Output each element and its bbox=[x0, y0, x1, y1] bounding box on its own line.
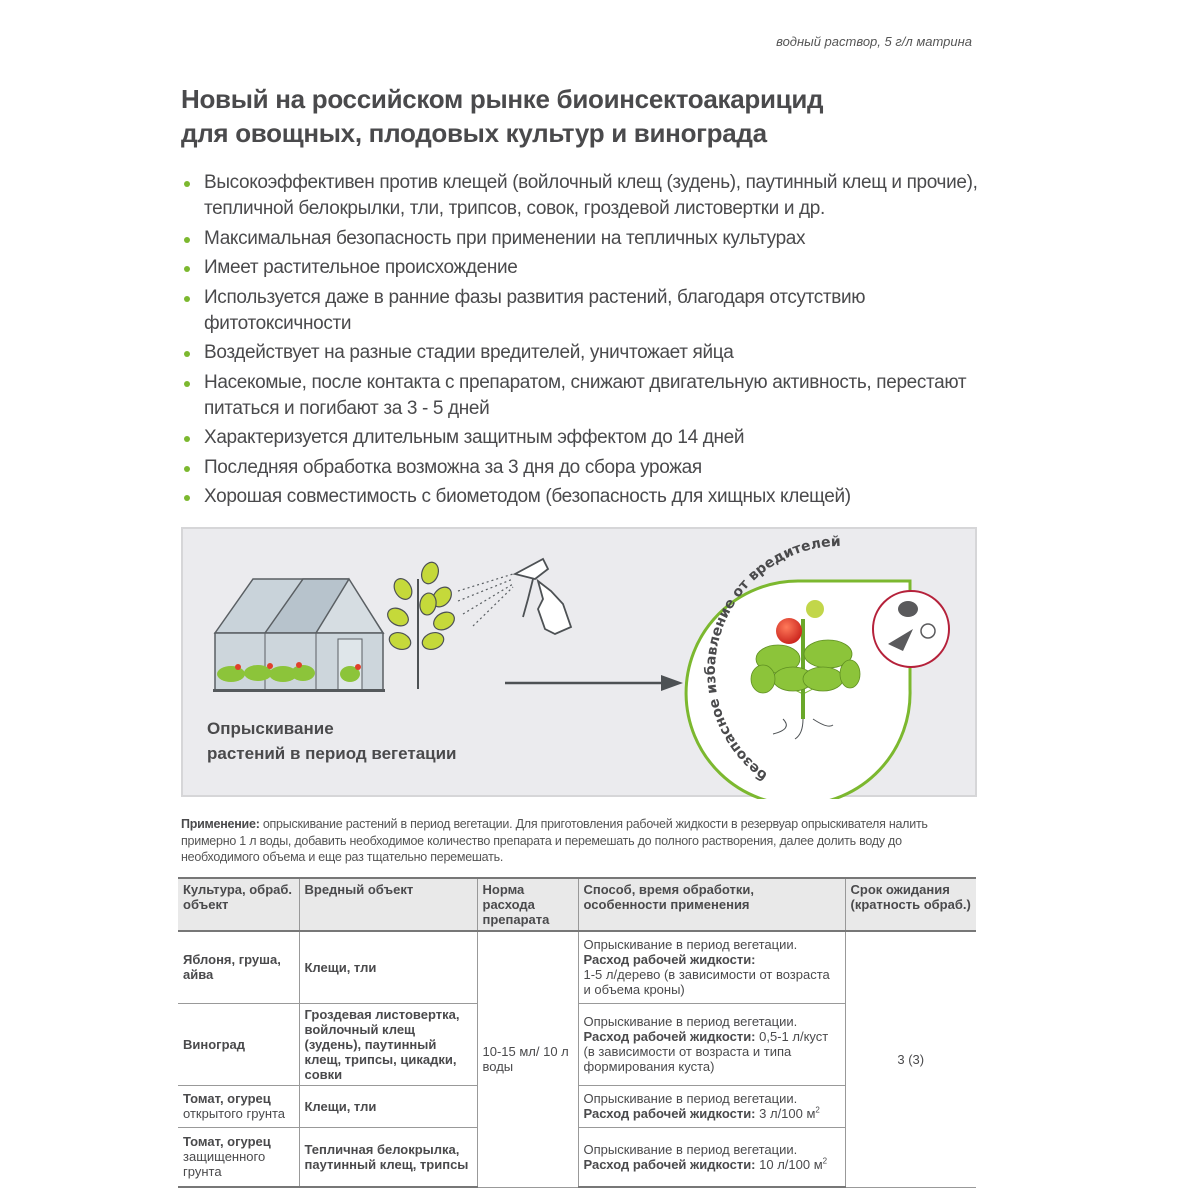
usage-label: Применение: bbox=[181, 817, 260, 831]
cell-method: Опрыскивание в период вегетации. Расход рабочей жидкости: 3 л/100 $м^2$ bbox=[578, 1085, 845, 1127]
arrow-right-icon bbox=[505, 675, 683, 691]
cell-pest: Тепличная белокрылка, паутинный клещ, трипсы bbox=[299, 1127, 477, 1187]
feature-item: Характеризуется длительным защитным эффектом до 14 дней bbox=[181, 425, 991, 451]
product-subtitle: водный раствор, 5 г/л матрина bbox=[776, 34, 972, 49]
cell-crop: Томат, огурец открытого грунта bbox=[178, 1085, 299, 1127]
title-line-1: Новый на российском рынке биоинсектоакарицид bbox=[181, 84, 824, 114]
page-title bbox=[181, 82, 823, 150]
bullet-icon bbox=[184, 181, 190, 187]
cell-pest: Клещи, тли bbox=[299, 1085, 477, 1127]
bullet-icon bbox=[184, 466, 190, 472]
bullet-icon bbox=[184, 436, 190, 442]
col-header-pest: Вредный объект bbox=[299, 878, 477, 931]
spray-mist-icon bbox=[458, 574, 513, 626]
bullet-icon bbox=[184, 237, 190, 243]
spray-bottle-icon bbox=[515, 559, 571, 634]
features-list bbox=[181, 170, 991, 514]
feature-item: Последняя обработка возможна за 3 дня до сбора урожая bbox=[181, 455, 991, 481]
cell-method: Опрыскивание в период вегетации. Расход рабочей жидкости: 1-5 л/дерево (в зависимости от возраста и объема кроны) bbox=[578, 931, 845, 1003]
title-line-2: для овощных, плодовых культур и винограда bbox=[181, 118, 767, 148]
cell-method: Опрыскивание в период вегетации. Расход рабочей жидкости: 10 л/100 $м^2$ bbox=[578, 1127, 845, 1187]
col-header-method: Способ, время обработки, особенности применения bbox=[578, 878, 845, 931]
tree-icon bbox=[384, 560, 457, 689]
table-header-row bbox=[178, 878, 976, 931]
pests-icon bbox=[873, 591, 949, 667]
feature-item: Насекомые, после контакта с препаратом, снижают двигательную активность, перестают питаться и погибают за 3 - 5 дней bbox=[181, 370, 991, 422]
feature-item: Высокоэффективен против клещей (войлочный клещ (зудень), паутинный клещ и прочие), тепличной белокрылки, тли, трипсов, совок, гроздевой листовертки и др. bbox=[181, 170, 991, 222]
feature-item: Максимальная безопасность при применении на тепличных культурах bbox=[181, 226, 991, 252]
cell-method: Опрыскивание в период вегетации. Расход рабочей жидкости: 0,5-1 л/куст (в зависимости от возраста и типа формирования куста) bbox=[578, 1003, 845, 1085]
cell-pest: Клещи, тли bbox=[299, 931, 477, 1003]
cell-pest: Гроздевая листовертка, войлочный клещ (зудень), паутинный клещ, трипсы, цикадки, совки bbox=[299, 1003, 477, 1085]
panel-caption: Опрыскивание растений в период вегетации bbox=[207, 719, 457, 763]
feature-item: Хорошая совместимость с биометодом (безопасность для хищных клещей) bbox=[181, 484, 991, 510]
feature-item: Используется даже в ранние фазы развития растений, благодаря отсутствию фитотоксичности bbox=[181, 285, 991, 337]
col-header-crop: Культура, обраб. объект bbox=[178, 878, 299, 931]
usage-instructions bbox=[181, 816, 981, 866]
bullet-icon bbox=[184, 381, 190, 387]
cell-rate: 10-15 мл/ 10 л воды bbox=[477, 931, 578, 1187]
bullet-icon bbox=[184, 266, 190, 272]
cell-crop: Яблоня, груша, айва bbox=[178, 931, 299, 1003]
col-header-waiting: Срок ожидания (кратность обраб.) bbox=[845, 878, 976, 931]
illustration-panel bbox=[181, 527, 977, 797]
table-row bbox=[178, 931, 976, 1003]
cell-crop: Томат, огурец защищенного грунта bbox=[178, 1127, 299, 1187]
bullet-icon bbox=[184, 495, 190, 501]
usage-text: опрыскивание растений в период вегетации. Для приготовления рабочей жидкости в резервуар опрыскивателя налить примерно 1 л воды, добавить необходимое количество препарата и перемешать до полного растворения, далее долить воду до необходимого объема и еще раз тщательно перемешать. bbox=[181, 817, 928, 864]
feature-item: Имеет растительное происхождение bbox=[181, 255, 991, 281]
greenhouse-icon bbox=[213, 579, 385, 692]
cell-waiting: 3 (3) bbox=[845, 931, 976, 1187]
bullet-icon bbox=[184, 296, 190, 302]
bullet-icon bbox=[184, 351, 190, 357]
arc-slogan: безопасное избавление от вредителей bbox=[702, 533, 841, 784]
application-table bbox=[178, 877, 976, 1188]
feature-item: Воздействует на разные стадии вредителей, уничтожает яйца bbox=[181, 340, 991, 366]
cell-crop: Виноград bbox=[178, 1003, 299, 1085]
col-header-rate: Норма расхода препарата bbox=[477, 878, 578, 931]
